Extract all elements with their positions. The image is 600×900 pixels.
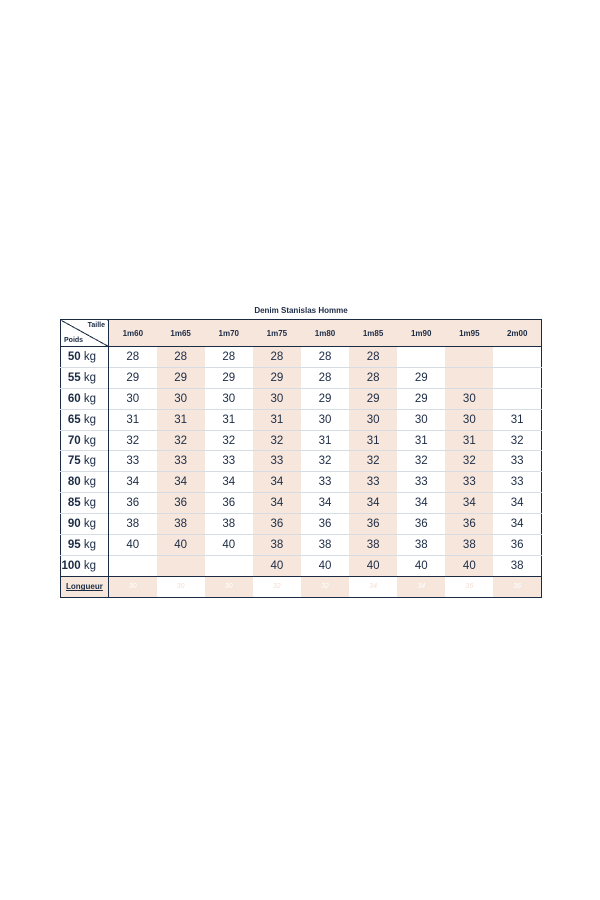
column-header: 1m65 [157,320,205,347]
size-cell: 34 [397,493,445,514]
size-cell: 38 [157,514,205,535]
column-header: 1m70 [205,320,253,347]
size-cell: 28 [222,350,236,363]
size-cell: 30 [205,388,253,409]
size-cell: 34 [253,493,301,514]
length-label: Longueur [61,576,109,597]
table-row [61,493,542,514]
size-cell: 40 [445,555,493,576]
size-cell: 33 [397,472,445,493]
weight-unit: kg [83,538,96,551]
length-cell: 34 [349,576,397,597]
size-cell: 33 [445,472,493,493]
size-cell: 40 [349,555,397,576]
size-cell: 36 [253,514,301,535]
weight-value: 95 [67,538,81,551]
size-cell: 36 [445,514,493,535]
column-header: 2m00 [493,320,541,347]
size-cell: 28 [157,347,205,368]
size-cell: 36 [109,493,157,514]
length-cell: 34 [397,576,445,597]
size-cell: 28 [318,350,332,363]
size-cell: 36 [205,493,253,514]
size-cell: 38 [445,535,493,556]
row-header [61,514,109,535]
size-cell: 31 [253,409,301,430]
size-cell: 38 [349,535,397,556]
size-cell: 38 [109,514,157,535]
size-cell: 31 [205,409,253,430]
table-row [61,430,542,451]
table-row [61,535,542,556]
size-cell: 29 [349,388,397,409]
size-cell: 34 [157,472,205,493]
size-cell: 32 [397,451,445,472]
size-cell: 32 [493,430,541,451]
size-cell: 34 [301,493,349,514]
length-cell: 30 [109,576,157,597]
size-cell: 29 [157,367,205,388]
weight-value: 90 [67,518,81,531]
size-cell: 29 [301,388,349,409]
size-cell [157,555,205,576]
size-cell: 28 [253,347,301,368]
table-row [61,388,542,409]
size-cell: 40 [205,535,253,556]
size-cell: 28 [349,367,397,388]
corner-cell [61,320,109,347]
table-body [61,347,542,598]
weight-value: 75 [67,455,81,468]
size-cell: 38 [493,555,541,576]
size-cell: 32 [157,430,205,451]
weight-unit: kg [83,497,96,510]
size-cell: 32 [205,430,253,451]
size-cell: 34 [205,472,253,493]
size-cell: 34 [253,472,301,493]
size-cell: 40 [253,555,301,576]
size-cell: 33 [349,472,397,493]
size-cell: 33 [253,451,301,472]
weight-unit: kg [83,350,96,363]
size-cell: 29 [109,367,157,388]
taille-label: Taille [87,322,105,329]
size-cell: 32 [445,451,493,472]
size-cell: 33 [301,472,349,493]
size-cell: 33 [157,451,205,472]
weight-unit: kg [83,476,96,489]
size-cell: 30 [349,409,397,430]
weight-value: 50 [67,350,81,363]
size-cell: 34 [349,493,397,514]
size-cell: 36 [493,535,541,556]
length-cell: 30 [205,576,253,597]
table-row [61,472,542,493]
size-cell: 38 [205,514,253,535]
size-cell: 36 [301,514,349,535]
size-table [60,319,542,598]
size-cell: 40 [397,555,445,576]
header-row [61,320,542,347]
size-cell: 32 [301,451,349,472]
weight-value: 55 [67,371,81,384]
size-cell [109,555,157,576]
length-cell: 36 [493,576,541,597]
row-header [61,451,109,472]
row-header [61,493,109,514]
weight-value: 65 [67,413,81,426]
table-row [61,555,542,576]
table-row [61,347,542,368]
size-cell: 30 [445,409,493,430]
size-cell: 32 [253,430,301,451]
weight-value: 85 [67,497,81,510]
weight-unit: kg [83,413,96,426]
size-cell: 38 [253,535,301,556]
weight-unit: kg [83,455,96,468]
weight-value: 80 [67,476,81,489]
chart-title: Denim Stanislas Homme [254,306,348,315]
size-cell [493,367,541,388]
size-cell: 31 [109,409,157,430]
row-header [61,388,109,409]
length-cell: 32 [253,576,301,597]
size-cell: 40 [301,555,349,576]
size-cell: 30 [445,388,493,409]
size-cell: 28 [301,367,349,388]
row-header [61,430,109,451]
weight-unit: kg [83,371,96,384]
length-cell: 32 [301,576,349,597]
weight-unit: kg [83,518,96,531]
size-cell: 29 [205,367,253,388]
size-cell: 32 [349,451,397,472]
row-header [61,409,109,430]
weight-unit: kg [83,434,96,447]
row-header [61,472,109,493]
column-header: 1m80 [301,320,349,347]
size-cell: 28 [349,347,397,368]
size-cell: 36 [157,493,205,514]
size-cell: 29 [397,367,445,388]
size-cell: 28 [126,350,140,363]
size-cell: 33 [493,451,541,472]
size-cell: 31 [349,430,397,451]
size-cell [493,388,541,409]
size-cell: 31 [301,430,349,451]
size-cell: 30 [397,409,445,430]
table-row [61,409,542,430]
column-header: 1m90 [397,320,445,347]
size-cell: 30 [301,409,349,430]
size-cell [397,347,445,368]
size-cell: 34 [445,493,493,514]
weight-value: 100 [61,559,81,572]
size-cell: 31 [397,430,445,451]
size-cell: 33 [205,451,253,472]
size-cell: 40 [109,535,157,556]
table-row [61,514,542,535]
column-header: 1m85 [349,320,397,347]
size-cell: 40 [157,535,205,556]
length-row [61,576,542,597]
size-cell: 30 [109,388,157,409]
size-cell [445,347,493,368]
size-cell: 31 [493,409,541,430]
table-row [61,451,542,472]
row-header [61,367,109,388]
size-cell: 29 [397,388,445,409]
size-cell: 29 [253,367,301,388]
table-row [61,367,542,388]
weight-value: 70 [67,434,81,447]
length-cell: 36 [445,576,493,597]
size-cell: 36 [349,514,397,535]
weight-unit: kg [83,559,96,572]
size-cell: 33 [493,472,541,493]
row-header [61,535,109,556]
poids-label: Poids [64,337,84,344]
size-cell [445,367,493,388]
size-cell [493,347,541,368]
length-cell: 30 [157,576,205,597]
row-header [61,555,109,576]
size-cell: 31 [157,409,205,430]
column-header: 1m60 [109,320,157,347]
size-cell: 33 [109,451,157,472]
size-cell: 34 [493,514,541,535]
size-cell: 36 [397,514,445,535]
weight-value: 60 [67,392,81,405]
size-cell: 38 [397,535,445,556]
row-header [61,347,109,368]
size-cell [205,555,253,576]
size-cell: 30 [157,388,205,409]
size-cell: 32 [109,430,157,451]
size-cell: 38 [301,535,349,556]
size-cell: 31 [445,430,493,451]
size-cell: 30 [253,388,301,409]
weight-unit: kg [83,392,96,405]
size-cell: 34 [493,493,541,514]
column-header: 1m95 [445,320,493,347]
column-header: 1m75 [253,320,301,347]
size-chart [60,305,542,598]
size-cell: 34 [109,472,157,493]
